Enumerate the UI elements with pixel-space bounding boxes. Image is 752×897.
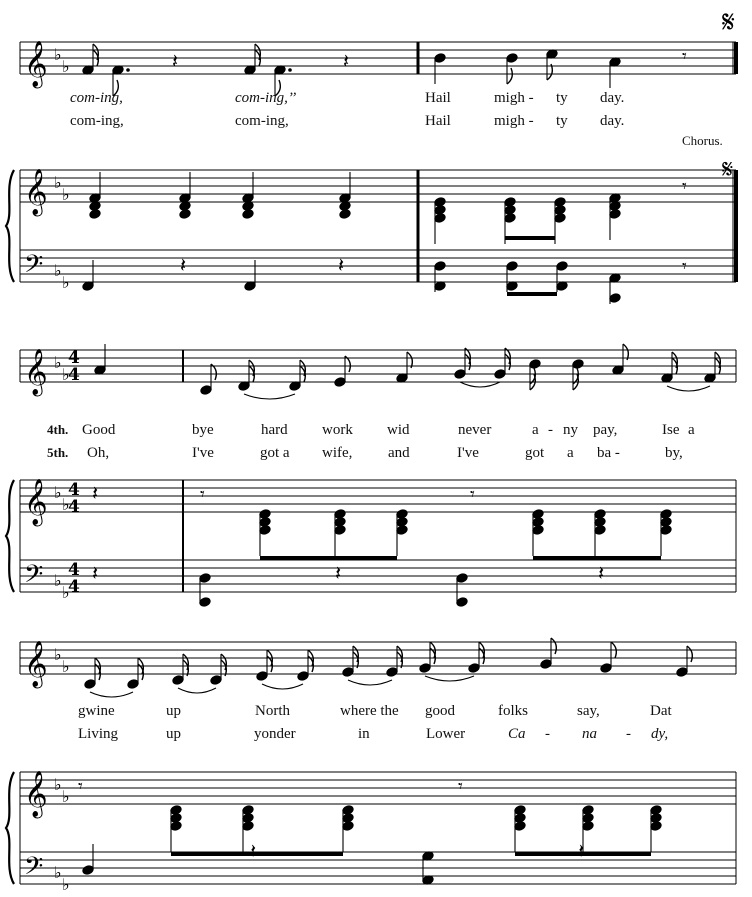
chord-note bbox=[582, 821, 594, 832]
lyric-syllable: by, bbox=[665, 445, 683, 461]
note-flag bbox=[687, 646, 692, 662]
lyric-syllable: bye bbox=[192, 422, 214, 438]
lyric-syllable: Good bbox=[82, 422, 116, 438]
lyric-syllable: never bbox=[458, 422, 492, 438]
system1-lyrics-line1 bbox=[70, 90, 624, 106]
staff-lines bbox=[20, 42, 736, 884]
note-head bbox=[200, 385, 212, 396]
lyric-syllable: Ca bbox=[508, 726, 526, 742]
eighth-rest: 𝄾 bbox=[470, 484, 475, 505]
time-sig-denominator: 4 bbox=[68, 497, 80, 517]
quarter-rest: 𝄽 bbox=[92, 481, 99, 505]
quarter-rest: 𝄽 bbox=[250, 839, 257, 863]
time-sig-numerator: 4 bbox=[68, 480, 80, 500]
note-head bbox=[454, 369, 466, 380]
eighth-rest: 𝄾 bbox=[682, 176, 687, 197]
chord-note bbox=[396, 525, 408, 536]
key-flat: ♭ bbox=[62, 657, 70, 676]
section-label: Chorus. bbox=[682, 133, 723, 148]
lyric-syllable: ba - bbox=[597, 445, 620, 461]
chord-note bbox=[259, 525, 271, 536]
piano-brace bbox=[6, 772, 14, 884]
lyric-syllable: in bbox=[358, 726, 370, 742]
note-head bbox=[434, 261, 446, 272]
note-head bbox=[676, 667, 688, 678]
chord-note bbox=[339, 209, 351, 220]
tie bbox=[178, 688, 216, 693]
treble-clef: 𝄞 bbox=[24, 479, 48, 525]
note-flag bbox=[551, 638, 556, 654]
chord-note bbox=[242, 209, 254, 220]
key-flat: ♭ bbox=[62, 185, 70, 204]
note-head bbox=[127, 679, 139, 690]
note-head bbox=[456, 573, 468, 584]
key-flat: ♭ bbox=[54, 45, 62, 64]
time-signature-voice bbox=[68, 348, 80, 385]
dot bbox=[126, 68, 130, 72]
lyric-syllable: Dat bbox=[650, 703, 672, 719]
time-sig-numerator: 4 bbox=[68, 348, 80, 368]
note-head bbox=[256, 671, 268, 682]
note-head bbox=[600, 663, 612, 674]
chord-note bbox=[532, 525, 544, 536]
time-sig-denominator: 4 bbox=[68, 365, 80, 385]
lyric-syllable: com-ing, bbox=[70, 90, 123, 106]
lyric-syllable: wid bbox=[387, 422, 410, 438]
tie bbox=[90, 692, 133, 697]
lyric-syllable: got bbox=[525, 445, 545, 461]
treble-clef: 𝄞 bbox=[24, 169, 48, 215]
lyric-syllable: com-ing,’’ bbox=[235, 90, 297, 106]
piano-brace bbox=[6, 170, 14, 282]
note-beam bbox=[507, 292, 557, 296]
chord-note bbox=[342, 821, 354, 832]
system1-lyrics-line2 bbox=[70, 113, 624, 129]
lyric-syllable: dy, bbox=[651, 726, 669, 742]
chord-note bbox=[504, 213, 516, 224]
lyric-hyphen: - bbox=[545, 726, 550, 742]
tie bbox=[262, 684, 303, 689]
note-beam bbox=[171, 852, 343, 856]
key-flat: ♭ bbox=[62, 787, 70, 806]
treble-clef: 𝄞 bbox=[24, 41, 48, 87]
quarter-rest: 𝄽 bbox=[92, 561, 99, 585]
quarter-rest: 𝄽 bbox=[598, 561, 605, 585]
treble-clef: 𝄞 bbox=[24, 349, 48, 395]
lyric-syllable: Lower bbox=[426, 726, 466, 742]
time-sig-numerator: 4 bbox=[68, 560, 80, 580]
lyric-syllable: a bbox=[688, 422, 695, 438]
tie bbox=[244, 394, 295, 399]
lyric-syllable: ty bbox=[556, 113, 568, 129]
treble-clef: 𝄞 bbox=[24, 771, 48, 817]
system3-lyrics-line2 bbox=[78, 726, 668, 742]
chord-note bbox=[242, 821, 254, 832]
key-flat: ♭ bbox=[62, 365, 70, 384]
lyric-syllable: hard bbox=[261, 422, 288, 438]
lyric-syllable: folks bbox=[498, 703, 528, 719]
lyric-syllable: up bbox=[166, 703, 181, 719]
bass-clef: 𝄢 bbox=[24, 560, 44, 595]
key-flat: ♭ bbox=[62, 273, 70, 292]
eighth-rest: 𝄾 bbox=[682, 46, 687, 67]
time-sig-denominator: 4 bbox=[68, 577, 80, 597]
tie bbox=[348, 680, 392, 685]
note-head bbox=[506, 53, 518, 64]
note-head bbox=[297, 671, 309, 682]
lyric-syllable: pay, bbox=[593, 422, 618, 438]
chord-note bbox=[170, 821, 182, 832]
chord-note bbox=[89, 209, 101, 220]
lyric-syllable: ny bbox=[563, 422, 578, 438]
music-notation bbox=[6, 41, 736, 894]
lyric-syllable: I've bbox=[457, 445, 479, 461]
note-head bbox=[540, 659, 552, 670]
quarter-rest: 𝄽 bbox=[180, 253, 187, 277]
note-beam bbox=[505, 236, 555, 240]
lyric-syllable: I've bbox=[192, 445, 214, 461]
treble-clef: 𝄞 bbox=[24, 641, 48, 687]
note-head bbox=[334, 377, 346, 388]
tie bbox=[425, 676, 474, 681]
lyric-syllable: Oh, bbox=[87, 445, 110, 461]
lyric-syllable: say, bbox=[577, 703, 600, 719]
key-flat: ♭ bbox=[62, 57, 70, 76]
lyric-syllable: gwine bbox=[78, 703, 115, 719]
quarter-rest: 𝄽 bbox=[335, 561, 342, 585]
system2-lyrics-line2 bbox=[47, 445, 683, 461]
lyric-syllable: got a bbox=[260, 445, 290, 461]
note-head bbox=[506, 261, 518, 272]
lyric-syllable: North bbox=[255, 703, 290, 719]
verse-number-label: 4th. bbox=[47, 422, 69, 437]
note-head bbox=[386, 667, 398, 678]
lyric-syllable: and bbox=[388, 445, 410, 461]
lyric-syllable: yonder bbox=[254, 726, 296, 742]
lyric-syllable: Living bbox=[78, 726, 118, 742]
note-head bbox=[199, 597, 211, 608]
chord-note bbox=[434, 213, 446, 224]
note-head bbox=[199, 573, 211, 584]
chord-note bbox=[609, 209, 621, 220]
lyric-syllable: com-ing, bbox=[70, 113, 124, 129]
lyric-syllable: a bbox=[567, 445, 574, 461]
tie bbox=[667, 386, 710, 391]
dot bbox=[288, 68, 292, 72]
lyric-syllable: up bbox=[166, 726, 181, 742]
note-head bbox=[419, 663, 431, 674]
note-head bbox=[556, 261, 568, 272]
quarter-rest: 𝄽 bbox=[578, 839, 585, 863]
key-flat: ♭ bbox=[54, 173, 62, 192]
lyric-syllable: com-ing, bbox=[235, 113, 289, 129]
key-flat: ♭ bbox=[62, 495, 70, 514]
segno-symbol: 𝄋 bbox=[722, 5, 735, 40]
lyric-syllable: ty bbox=[556, 90, 568, 106]
eighth-rest: 𝄾 bbox=[682, 256, 687, 277]
system2-lyrics-line1 bbox=[47, 422, 695, 438]
lyric-syllable: migh - bbox=[494, 113, 534, 129]
quarter-rest: 𝄽 bbox=[343, 49, 350, 73]
quarter-rest: 𝄽 bbox=[172, 49, 179, 73]
key-flat: ♭ bbox=[54, 775, 62, 794]
key-flat: ♭ bbox=[54, 353, 62, 372]
chord-note bbox=[179, 209, 191, 220]
lyric-syllable: day. bbox=[600, 113, 625, 129]
lyric-syllable: Ise bbox=[662, 422, 680, 438]
lyric-hyphen: - bbox=[548, 422, 553, 438]
time-signature-treble-piano bbox=[68, 480, 80, 517]
key-flat: ♭ bbox=[54, 261, 62, 280]
note-head bbox=[494, 369, 506, 380]
bass-clef: 𝄢 bbox=[24, 250, 44, 285]
key-flat: ♭ bbox=[54, 571, 62, 590]
chord-note bbox=[660, 525, 672, 536]
key-flat: ♭ bbox=[62, 875, 70, 894]
note-beam bbox=[260, 556, 397, 560]
note-head bbox=[434, 53, 446, 64]
lyric-syllable: na bbox=[582, 726, 597, 742]
lyric-syllable: wife, bbox=[322, 445, 353, 461]
piano-brace bbox=[6, 480, 14, 592]
lyric-syllable: migh - bbox=[494, 90, 534, 106]
bass-clef: 𝄢 bbox=[24, 852, 44, 887]
note-head bbox=[84, 679, 96, 690]
lyric-syllable: where the bbox=[340, 703, 399, 719]
lyric-hyphen: - bbox=[626, 726, 631, 742]
note-head bbox=[210, 675, 222, 686]
key-flat: ♭ bbox=[54, 863, 62, 882]
note-head bbox=[342, 667, 354, 678]
lyric-syllable: Hail bbox=[425, 113, 451, 129]
key-flat: ♭ bbox=[54, 645, 62, 664]
note-head bbox=[572, 359, 584, 370]
note-head bbox=[609, 293, 621, 304]
key-flat: ♭ bbox=[54, 483, 62, 502]
note-beam bbox=[533, 556, 661, 560]
lyric-syllable: good bbox=[425, 703, 455, 719]
note-head bbox=[82, 865, 94, 876]
lyric-syllable: Hail bbox=[425, 90, 451, 106]
chord-note bbox=[650, 821, 662, 832]
eighth-rest: 𝄾 bbox=[200, 484, 205, 505]
tie bbox=[460, 382, 500, 387]
segno-symbol: 𝄋 bbox=[722, 155, 734, 185]
lyric-syllable: a bbox=[532, 422, 539, 438]
time-signature-bass-piano bbox=[68, 560, 80, 597]
chord-note bbox=[514, 821, 526, 832]
quarter-rest: 𝄽 bbox=[338, 253, 345, 277]
chord-note bbox=[594, 525, 606, 536]
note-head bbox=[456, 597, 468, 608]
eighth-rest: 𝄾 bbox=[78, 776, 83, 797]
note-head bbox=[468, 663, 480, 674]
chord-note bbox=[334, 525, 346, 536]
lyric-syllable: day. bbox=[600, 90, 625, 106]
system3-lyrics-line1 bbox=[78, 703, 672, 719]
note-head bbox=[172, 675, 184, 686]
verse-number-label: 5th. bbox=[47, 445, 69, 460]
note-head bbox=[529, 359, 541, 370]
key-flat: ♭ bbox=[62, 583, 70, 602]
note-flag bbox=[507, 68, 512, 84]
lyric-syllable: work bbox=[322, 422, 353, 438]
eighth-rest: 𝄾 bbox=[458, 776, 463, 797]
chord-note bbox=[554, 213, 566, 224]
